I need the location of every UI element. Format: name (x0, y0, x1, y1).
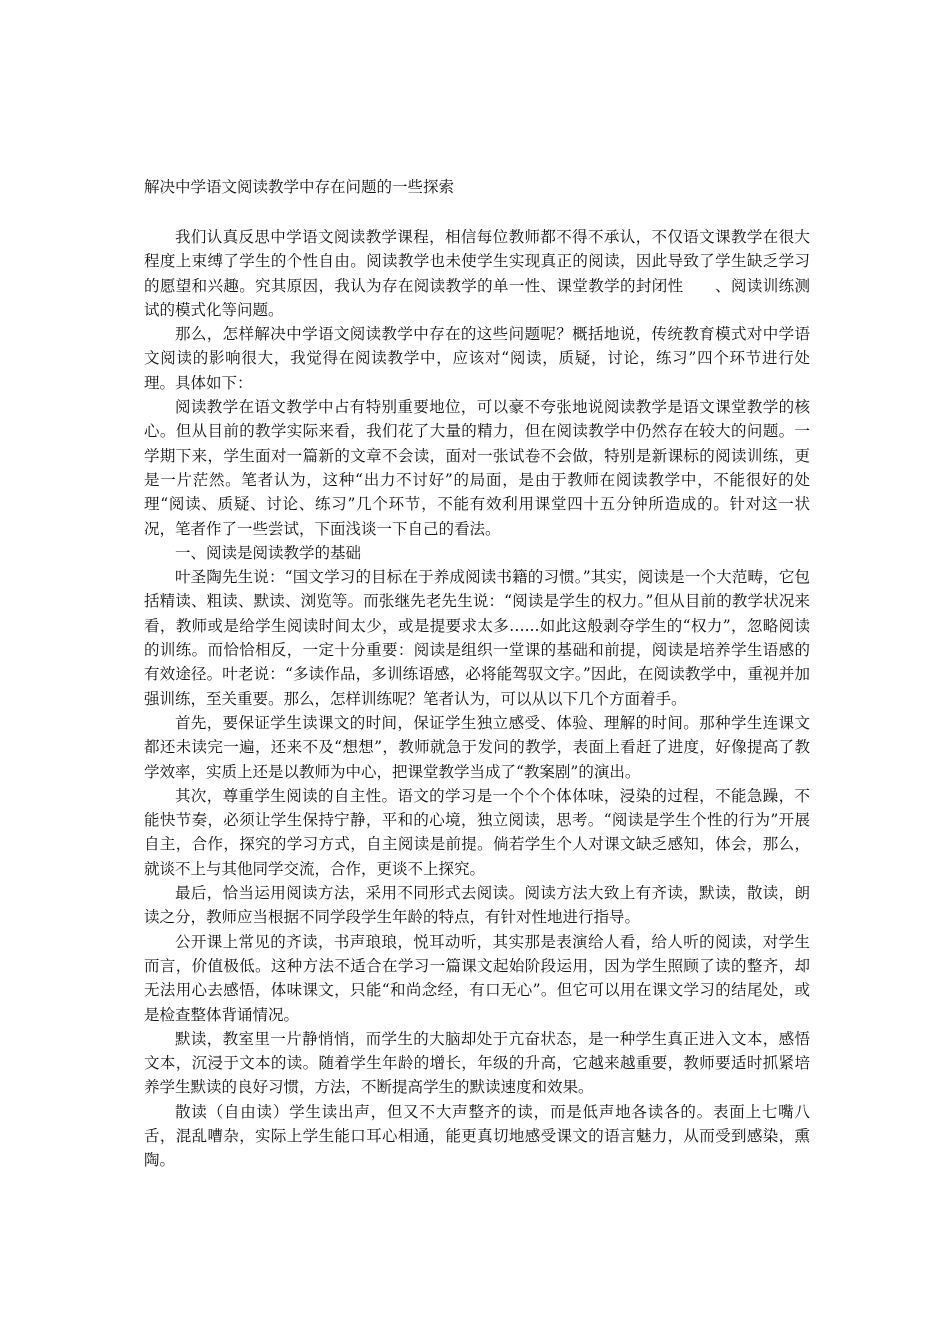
paragraph-second: 其次，尊重学生阅读的自主性。语文的学习是一个个个体体味，浸染的过程，不能急躁，不能快节奏，必须让学生保持宁静，平和的心境，独立阅读，思考。“阅读是学生个性的行为”开展自主，合作，探究的学习方式，自主阅读是前提。倘若学生个人对课文缺乏感知，体会，那么，就谈不上与其他同学交流，合作，更谈不上探究。 (144, 786, 810, 878)
paragraph-free-reading: 散读（自由读）学生读出声，但又不大声整齐的读，而是低声地各读各的。表面上七嘴八舌，混乱嘈杂，实际上学生能口耳心相通，能更真切地感受课文的语言魅力，从而受到感染，熏陶。 (144, 1102, 810, 1170)
paragraph-choral-reading: 公开课上常见的齐读，书声琅琅，悦耳动听，其实那是表演给人看，给人听的阅读，对学生而言，价值极低。这种方法不适合在学习一篇课文起始阶段运用，因为学生照顾了读的整齐，却无法用心去感悟，体味课文，只能“和尚念经，有口无心”。但它可以用在课文学习的结尾处，或是检查整体背诵情况。 (144, 932, 810, 1024)
paragraph-last: 最后，恰当运用阅读方法，采用不同形式去阅读。阅读方法大致上有齐读，默读，散读，朗读之分，教师应当根据不同学段学生年龄的特点，有针对性地进行指导。 (144, 884, 810, 927)
paragraph-first: 首先，要保证学生读课文的时间，保证学生独立感受、体验、理解的时间。那种学生连课文都还未读完一遍，还来不及“想想”，教师就急于发问的教学，表面上看赶了进度，好像提高了教学效率，实质上还是以教师为中心，把课堂教学当成了“教案剧”的演出。 (144, 713, 810, 781)
paragraph-intro: 我们认真反思中学语文阅读教学课程，相信每位教师都不得不承认，不仅语文课教学在很大程度上束缚了学生的个性自由。阅读教学也未使学生实现真正的阅读，因此导致了学生缺乏学习的愿望和兴趣。究其原因，我认为存在阅读教学的单一性、课堂教学的封闭性 、阅读训练测试的模式化等问题。 (144, 228, 810, 319)
document-title: 解决中学语文阅读教学中存在问题的一些探索 (144, 178, 455, 196)
paragraph-ye-shengtao: 叶圣陶先生说：“国文学习的目标在于养成阅读书籍的习惯。”其实，阅读是一个大范畴，它包括精读、粗读、默读、浏览等。而张继先老先生说：“阅读是学生的权力。”但从目前的教学状况来看，教师或是给学生阅读时间太少，或是提要求太多…...如此这般剥夺学生的“权力”，忽略阅读的训练。而恰恰相反，一定十分重要：阅读是组织一堂课的基础和前提，阅读是培养学生语感的有效途径。叶老说：“多读作品，多训练语感，必将能驾驭文字。”因此，在阅读教学中，重视并加强训练，至关重要。那么，怎样训练呢？笔者认为，可以从以下几个方面着手。 (144, 568, 810, 708)
paragraph-reading-importance: 阅读教学在语文教学中占有特别重要地位，可以豪不夸张地说阅读教学是语文课堂教学的核心。但从目前的教学实际来看，我们花了大量的精力，但在阅读教学中仍然存在较大的问题。一学期下来，学生面对一篇新的文章不会读，面对一张试卷不会做，特别是新课标的阅读训练，更是一片茫然。笔者认为，这种“出力不讨好”的局面，是由于教师在阅读教学中，不能很好的处理“阅读、质疑、讨论、练习”几个环节，不能有效利用课堂四十五分钟所造成的。针对这一状况，笔者作了一些尝试，下面浅谈一下自己的看法。 (144, 398, 810, 538)
paragraph-question: 那么，怎样解决中学语文阅读教学中存在的这些问题呢？概括地说，传统教育模式对中学语文阅读的影响很大，我觉得在阅读教学中，应该对“阅读，质疑，讨论，练习”四个环节进行处理。具体如下： (144, 325, 810, 392)
document-body (144, 225, 810, 1173)
section-heading-reading-basis: 一、阅读是阅读教学的基础 (175, 543, 362, 562)
paragraph-silent-reading: 默读，教室里一片静悄悄，而学生的大脑却处于亢奋状态，是一种学生真正进入文本，感悟文本，沉浸于文本的读。随着学生年龄的增长，年级的升高，它越来越重要，教师要适时抓紧培养学生默读的良好习惯，方法，不断提高学生的默读速度和效果。 (144, 1029, 810, 1097)
